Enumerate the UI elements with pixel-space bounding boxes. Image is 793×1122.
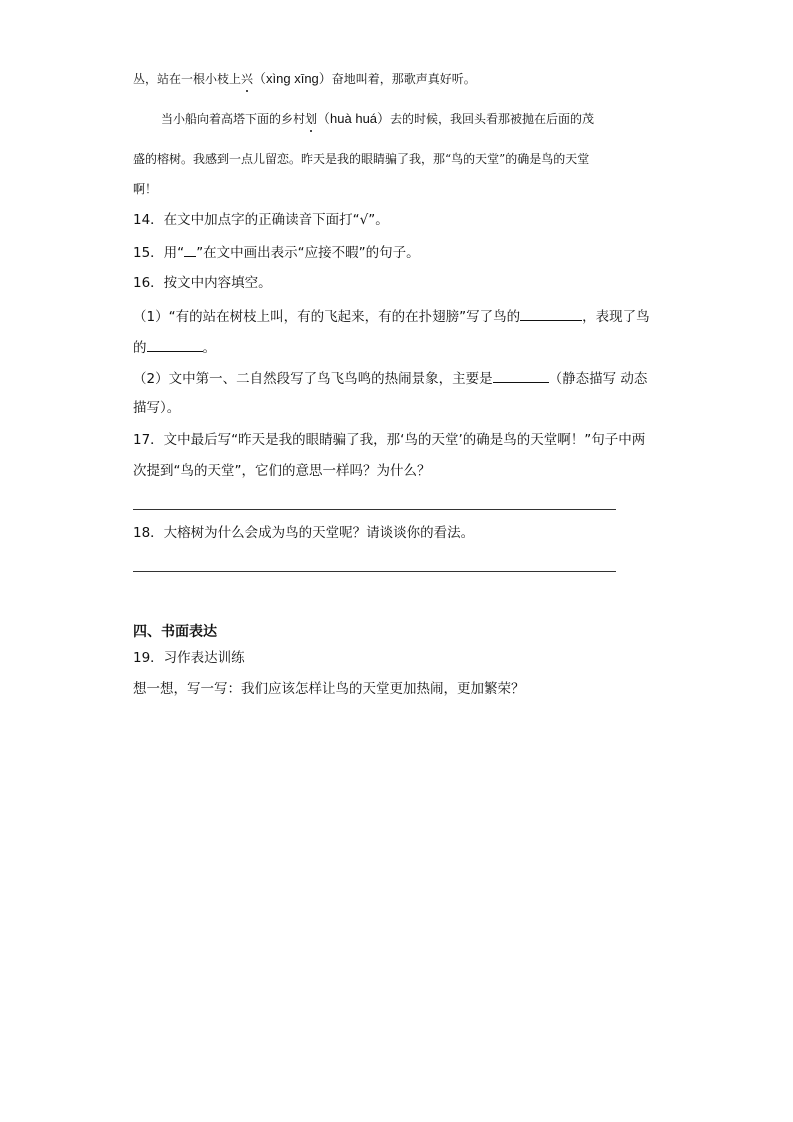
passage-text: 奋地叫着，那歌声真好听。 <box>331 72 476 86</box>
passage-para2-line-2: 盛的榕树。我感到一点儿留恋。昨天是我的眼睛骗了我，那“鸟的天堂”的确是鸟的天堂 <box>133 152 590 166</box>
question-text: （1）“有的站在树枝上叫，有的飞起来，有的在扑翅膀”写了鸟的 <box>133 309 521 325</box>
question-16-2 <box>133 368 647 388</box>
question-text: （2）文中第一、二自然段写了鸟飞鸟鸣的热闹景象，主要是 <box>133 371 493 387</box>
question-16-1-line-2 <box>133 337 216 357</box>
underline-symbol <box>184 242 196 257</box>
passage-para2-line-1 <box>161 110 594 128</box>
question-text: ”在文中画出表示“应接不暇”的句子。 <box>196 245 420 261</box>
question-19: 19．习作表达训练 <box>133 650 245 666</box>
passage-text: 丛，站在一根小枝上 <box>133 72 242 86</box>
question-17: 17．文中最后写“昨天是我的眼睛骗了我，那‘鸟的天堂’的确是鸟的天堂啊！”句子中两 <box>133 432 646 448</box>
passage-text: 去的时候，我回头看那被抛在后面的茂 <box>390 112 595 126</box>
section-title: 四、书面表达 <box>133 624 217 640</box>
fill-blank[interactable] <box>147 337 203 352</box>
question-17-line-2: 次提到“鸟的天堂”，它们的意思一样吗？为什么？ <box>133 463 431 479</box>
answer-line[interactable] <box>133 509 616 510</box>
question-16-2-line-2: 描写）。 <box>133 400 181 416</box>
dotted-character: 划 <box>305 112 318 126</box>
question-16: 16．按文中内容填空。 <box>133 275 272 291</box>
question-text: ，表现了鸟 <box>582 309 650 325</box>
answer-line[interactable] <box>133 571 616 572</box>
passage-para2-line-3: 啊！ <box>133 182 158 196</box>
fill-blank[interactable] <box>493 368 549 383</box>
dotted-character: 兴 <box>241 72 254 86</box>
question-text: 。 <box>202 340 216 356</box>
question-text: 15．用“ <box>133 245 185 261</box>
pinyin-options: （xìng xīng） <box>253 71 332 86</box>
question-15 <box>133 242 420 262</box>
passage-text: 当小船向着高塔下面的乡村 <box>161 112 306 126</box>
passage-line-1 <box>133 70 476 88</box>
question-14: 14．在文中加点字的正确读音下面打“√”。 <box>133 212 389 228</box>
fill-blank[interactable] <box>520 306 582 321</box>
question-18: 18．大榕树为什么会成为鸟的天堂呢？请谈谈你的看法。 <box>133 525 475 541</box>
question-16-1 <box>133 306 650 326</box>
question-text: （静态描写 动态 <box>548 371 648 387</box>
question-text: 的 <box>133 340 147 356</box>
writing-prompt: 想一想，写一写：我们应该怎样让鸟的天堂更加热闹，更加繁荣？ <box>133 681 525 697</box>
pinyin-options: （huà huá） <box>317 111 391 126</box>
